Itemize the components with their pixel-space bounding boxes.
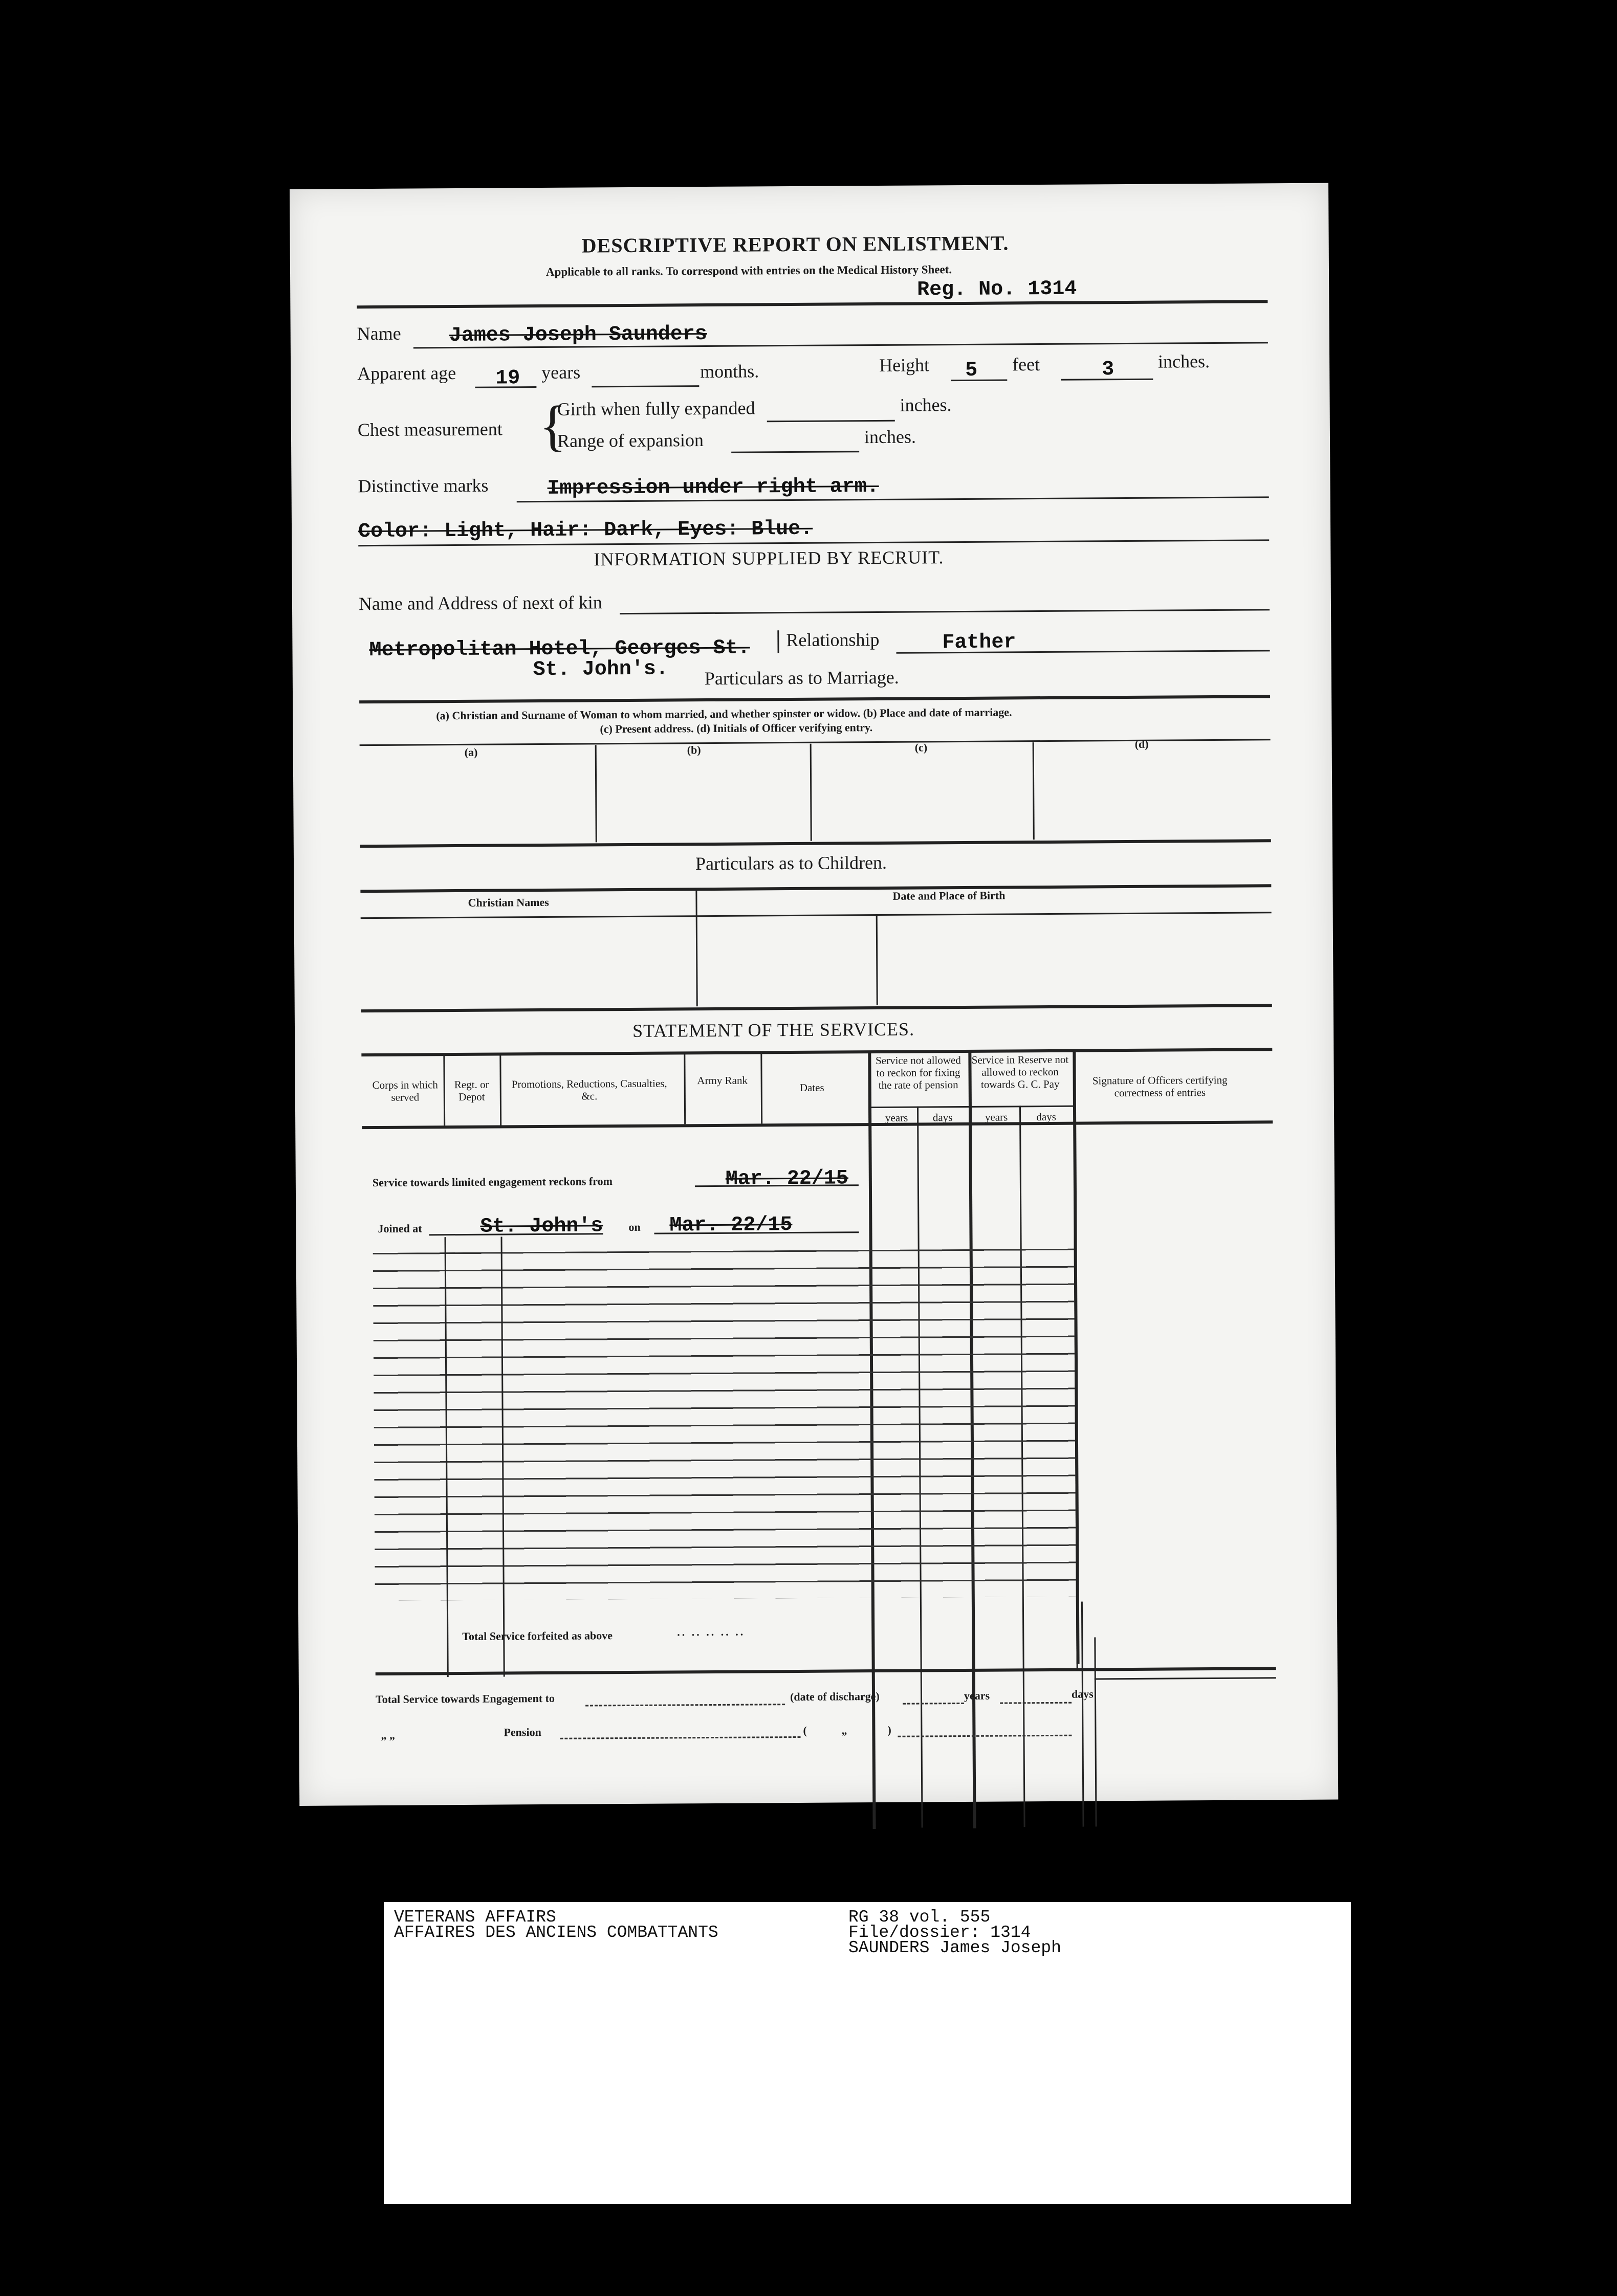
joined-date: Mar. 22/15 (669, 1213, 793, 1238)
col-promotions: Promotions, Reductions, Casualties, &c. (511, 1077, 667, 1102)
next-of-kin-address-1: Metropolitan Hotel, Georges St. (369, 636, 750, 663)
recruit-heading: INFORMATION SUPPLIED BY RECRUIT. (594, 547, 944, 570)
form-subtitle: Applicable to all ranks. To correspond with entries on the Medical History Sheet. (545, 263, 952, 278)
marriage-col-b: (b) (687, 743, 701, 757)
col-corps: Corps in which served (372, 1078, 438, 1103)
services-heading: STATEMENT OF THE SERVICES. (632, 1019, 915, 1041)
girth-label: Girth when fully expanded (557, 398, 755, 420)
months-label: months. (700, 361, 759, 382)
enlistment-form-sheet (290, 183, 1338, 1806)
distinctive-label: Distinctive marks (358, 475, 489, 497)
marriage-col-c: (c) (914, 741, 928, 754)
marriage-note-1: (a) Christian and Surname of Woman to whom married, and whether spinster or widow. (b) Place and date of marriage. (436, 705, 1012, 722)
reg-no: Reg. No. 1314 (917, 277, 1077, 302)
chest-brace: { (539, 394, 567, 457)
limited-engagement-value: Mar. 22/15 (725, 1167, 849, 1191)
next-of-kin-address-2: St. John's. (533, 657, 668, 682)
pension-paren-open: ( (803, 1724, 807, 1737)
col-service-not-allowed: Service not allowed to reckon for fixing the rate of pension (875, 1054, 961, 1092)
relationship-label: Relationship (786, 629, 880, 651)
children-col-birth: Date and Place of Birth (892, 889, 1006, 902)
height-inches-value: 3 (1102, 358, 1115, 382)
col-regt: Regt. or Depot (454, 1078, 489, 1103)
total-days-label: days (1071, 1687, 1094, 1701)
apparent-age-label: Apparent age (357, 363, 456, 384)
children-label: Particulars as to Children. (695, 852, 887, 874)
col-army-rank: Army Rank (697, 1074, 748, 1087)
marriage-col-a: (a) (464, 745, 478, 759)
total-years-label: years (964, 1689, 990, 1703)
ditto-marks: „ „ (381, 1728, 396, 1741)
card-right-line-1: RG 38 vol. 555 (848, 1908, 991, 1927)
marriage-col-d: (d) (1134, 737, 1149, 750)
sub-years-1: years (885, 1111, 908, 1124)
sub-years-2: years (985, 1111, 1008, 1123)
card-right-line-3: SAUNDERS James Joseph (848, 1938, 1061, 1957)
form-title: DESCRIPTIVE REPORT ON ENLISTMENT. (581, 231, 1009, 257)
forfeited-dots: .. .. .. .. .. (677, 1625, 746, 1639)
discharge-label: (date of discharge) (790, 1690, 880, 1704)
total-service-label: Total Service towards Engagement to (375, 1691, 555, 1706)
marriage-label: Particulars as to Marriage. (704, 667, 899, 689)
card-right-line-2: File/dossier: 1314 (848, 1923, 1031, 1942)
card-left-line-2: AFFAIRES DES ANCIENS COMBATTANTS (394, 1923, 718, 1942)
card-left-line-1: VETERANS AFFAIRS (394, 1908, 556, 1927)
col-service-reserve: Service in Reserve not allowed to reckon towards G. C. Pay (971, 1053, 1069, 1091)
chest-label: Chest measurement (357, 418, 502, 440)
girth-inches-label: inches. (900, 394, 952, 415)
pension-label: Pension (504, 1726, 541, 1739)
years-label: years (541, 362, 581, 383)
on-label: on (628, 1220, 641, 1233)
limited-engagement-label: Service towards limited engagement reckons from (372, 1175, 613, 1189)
col-dates: Dates (799, 1081, 824, 1094)
children-col-names: Christian Names (468, 895, 549, 909)
complexion-line: Color: Light, Hair: Dark, Eyes: Blue. (358, 517, 813, 544)
inches-label: inches. (1157, 351, 1210, 372)
marriage-note-2: (c) Present address. (d) Initials of Officer verifying entry. (600, 721, 873, 736)
range-inches-label: inches. (864, 426, 916, 448)
height-label: Height (879, 355, 930, 376)
col-signature: Signature of Officers certifying correctness of entries (1092, 1073, 1228, 1099)
relationship-value: Father (942, 631, 1016, 655)
sub-days-2: days (1036, 1110, 1056, 1123)
range-label: Range of expansion (557, 430, 704, 451)
archive-label-card (384, 1902, 1351, 2204)
age-years-value: 19 (495, 367, 520, 390)
joined-label: Joined at (378, 1222, 422, 1235)
name-label: Name (357, 323, 401, 344)
name-value: James Joseph Saunders (449, 323, 707, 348)
sub-days-1: days (932, 1111, 953, 1124)
pension-paren-close: ) (887, 1723, 891, 1736)
distinctive-value: Impression under right arm. (547, 475, 879, 500)
joined-place: St. John's (480, 1215, 603, 1239)
pension-ditto: „ (841, 1724, 847, 1737)
feet-label: feet (1012, 354, 1040, 375)
next-of-kin-label: Name and Address of next of kin (358, 592, 602, 614)
forfeited-label: Total Service forfeited as above (462, 1629, 613, 1643)
service-ruled-rows (373, 1249, 1076, 1601)
height-feet-value: 5 (965, 359, 978, 382)
